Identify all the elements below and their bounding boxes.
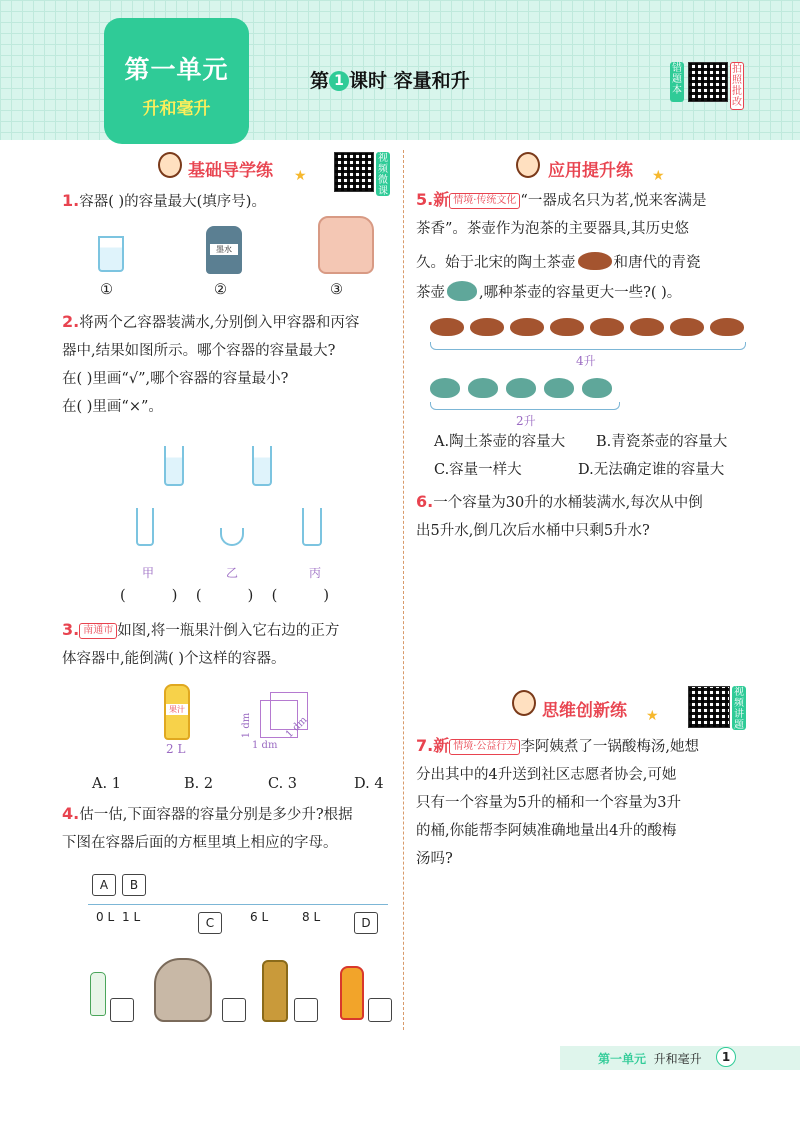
lesson-number: 1 — [329, 71, 349, 91]
footer-unit: 第一单元 — [598, 1052, 647, 1066]
new-badge: 新 — [433, 190, 450, 209]
question-3: 3. 南通市 如图,将一瓶果汁倒入它右边的正方 体容器中,能倒满( )个这样的容器。 — [62, 620, 340, 667]
celadon-teapot-icon — [447, 281, 477, 301]
bowl-yi — [220, 528, 244, 546]
celadon-teapot-icon — [582, 378, 612, 398]
photo-grade-label: 拍照批改 — [732, 64, 742, 108]
unit-tab — [104, 18, 249, 144]
unit-subtitle: 升和毫升 — [142, 99, 211, 119]
footer-label — [598, 1050, 702, 1067]
tick-0: 0 L — [96, 910, 115, 924]
juice-bottle-image: 果汁 — [164, 684, 190, 740]
celadon-teapot-icon — [506, 378, 536, 398]
context-tag: 情境·公益行为 — [449, 739, 520, 755]
unit-title: 第一单元 — [124, 55, 229, 84]
box-d: D — [354, 912, 378, 934]
number-line — [88, 904, 388, 905]
tea-drink-bottle-image — [340, 966, 364, 1020]
clay-teapot-icon — [590, 318, 624, 336]
answer-box-2[interactable] — [222, 998, 246, 1022]
section-title-basic: 基础导学练 — [188, 161, 273, 181]
page-number: 1 — [716, 1047, 736, 1067]
question-7: 7.新 情境·公益行为 李阿姨煮了一锅酸梅汤,她想 分出其中的4升送到社区志愿者协会,可她 只有一个容量为5升的桶和一个容量为3升 的桶,你能帮李阿姨准确地量出4升的酸梅 汤吗? — [416, 736, 700, 867]
region-tag: 南通市 — [79, 623, 117, 639]
column-divider — [403, 150, 404, 1030]
answer-box-4[interactable] — [368, 998, 392, 1022]
qr-code-icon[interactable] — [688, 686, 730, 728]
clay-teapot-icon — [630, 318, 664, 336]
glass-jia-filled — [164, 446, 184, 486]
error-book-label: 错题本 — [670, 62, 684, 102]
mascot-icon — [158, 152, 182, 178]
question-1: 1.容器( )的容量最大(填序号)。 — [62, 191, 266, 210]
mascot-icon — [512, 690, 536, 716]
cube-depth-label: 1 dm — [283, 714, 310, 741]
star-icon: ★ — [652, 168, 665, 184]
tick-1: 1 L — [122, 910, 141, 924]
section-title-innovate: 思维创新练 — [542, 701, 627, 721]
clay-teapot-icon — [510, 318, 544, 336]
context-tag: 情境·传统文化 — [449, 193, 520, 209]
clay-total: 4升 — [576, 354, 596, 368]
answer-box-3[interactable] — [294, 998, 318, 1022]
new-badge: 新 — [433, 736, 450, 755]
option-d[interactable]: D.无法确定谁的容量大 — [578, 462, 725, 478]
label-bing: 丙 — [309, 566, 322, 580]
option-c[interactable]: C.容量一样大 — [434, 462, 522, 478]
tick-8: 8 L — [302, 910, 321, 924]
brace-green — [430, 402, 620, 410]
glass-jia — [136, 508, 154, 546]
glass-image — [98, 236, 124, 272]
option-c[interactable]: C. 3 — [268, 776, 298, 792]
tick-6: 6 L — [250, 910, 269, 924]
video-explain-label: 视频讲题 — [734, 687, 744, 731]
clay-teapot-icon — [470, 318, 504, 336]
option-d[interactable]: D. 4 — [354, 776, 384, 792]
celadon-total: 2升 — [516, 414, 536, 428]
label-yi: 乙 — [226, 566, 239, 580]
qr-code-icon[interactable] — [688, 62, 728, 102]
glass-bing-filled — [252, 446, 272, 486]
clay-teapot-icon — [430, 318, 464, 336]
star-icon: ★ — [294, 168, 307, 184]
celadon-teapot-icon — [544, 378, 574, 398]
mascot-icon — [516, 152, 540, 178]
answer-box-1[interactable] — [110, 998, 134, 1022]
option-a[interactable]: A. 1 — [92, 776, 121, 792]
clay-teapot-row — [430, 318, 746, 340]
box-a: A — [92, 874, 116, 896]
glass-bing — [302, 508, 322, 546]
qr-code-icon[interactable] — [334, 152, 374, 192]
answer-blanks[interactable]: ( ) ( ) ( ) — [120, 588, 330, 604]
juice-volume: 2 L — [166, 742, 186, 756]
clay-teapot-icon — [578, 252, 612, 270]
option-a[interactable]: A.陶土茶壶的容量大 — [434, 434, 566, 450]
celadon-teapot-row — [430, 378, 626, 402]
kettle-image — [318, 216, 374, 274]
label-jia: 甲 — [142, 566, 155, 580]
label-3: ③ — [330, 282, 343, 298]
clay-teapot-icon — [710, 318, 744, 336]
celadon-teapot-icon — [468, 378, 498, 398]
cube-height-label: 1 dm — [241, 712, 253, 739]
option-b[interactable]: B. 2 — [184, 776, 214, 792]
question-4: 4.估一估,下面容器的容量分别是多少升?根据 下图在容器后面的方框里填上相应的字母。 — [62, 804, 353, 851]
foot-bath-image — [154, 958, 212, 1022]
question-2: 2.将两个乙容器装满水,分别倒入甲容器和丙容 器中,结果如图所示。哪个容器的容量最大? 在( )里画“√”,哪个容器的容量最小? 在( )里画“×”。 — [62, 312, 360, 415]
cube-width-label: 1 dm — [252, 740, 278, 751]
water-bottle-image — [90, 972, 106, 1016]
footer-topic: 升和毫升 — [653, 1052, 702, 1066]
star-icon: ★ — [646, 708, 659, 724]
label-2: ② — [214, 282, 227, 298]
video-lesson-label: 视频微课 — [378, 153, 388, 197]
option-b[interactable]: B.青瓷茶壶的容量大 — [596, 434, 728, 450]
question-5: 5.新 情境·传统文化 “一器成名只为茗,悦来客满是 茶香”。茶壶作为泡茶的主要器具,其历史悠 久。始于北宋的陶土茶壶 和唐代的青瓷 茶壶 ,哪种茶壶的容量更大一些?( )。 — [416, 190, 707, 301]
box-c: C — [198, 912, 222, 934]
clay-teapot-icon — [670, 318, 704, 336]
thermos-image — [262, 960, 288, 1022]
section-title-apply: 应用提升练 — [548, 161, 633, 181]
label-1: ① — [100, 282, 113, 298]
box-b: B — [122, 874, 146, 896]
lesson-title: 第 1 课时 容量和升 — [310, 70, 470, 92]
brace-red — [430, 342, 746, 350]
celadon-teapot-icon — [430, 378, 460, 398]
question-6: 6.一个容量为30升的水桶装满水,每次从中倒 出5升水,倒几次后水桶中只剩5升水? — [416, 492, 703, 539]
ink-bottle-image: 墨水 — [206, 226, 242, 274]
clay-teapot-icon — [550, 318, 584, 336]
